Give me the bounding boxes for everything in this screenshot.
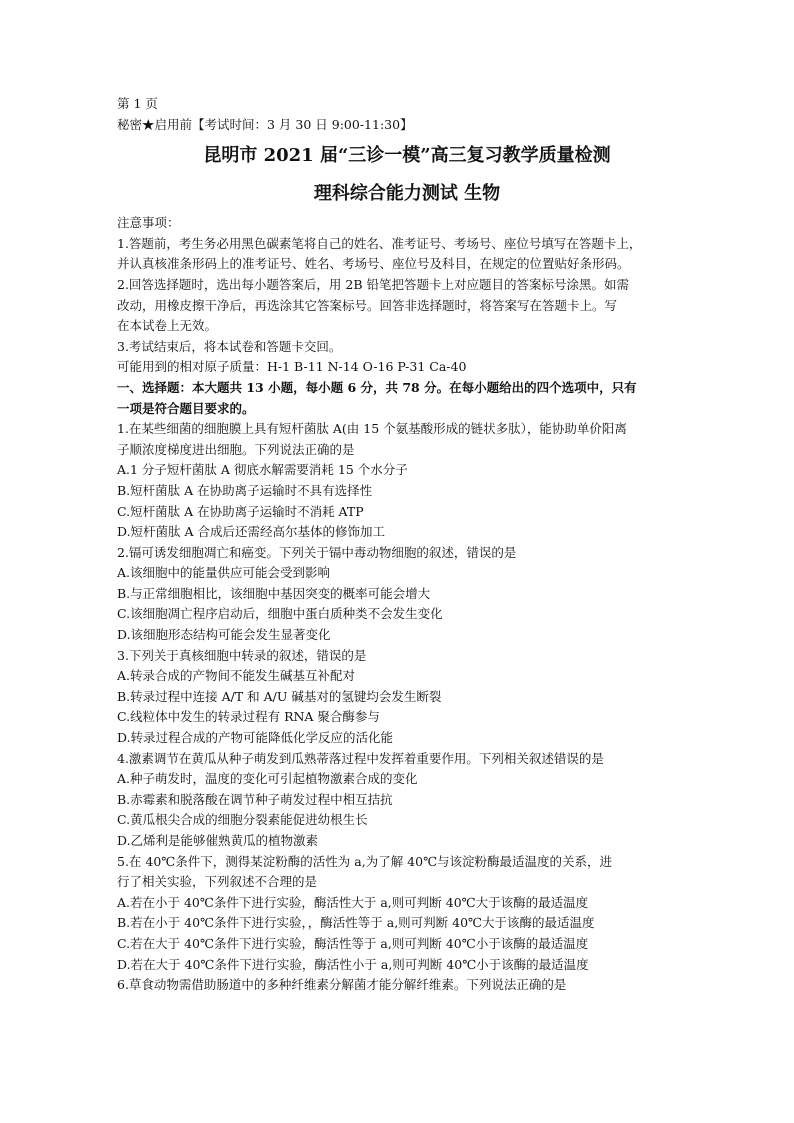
question-option: C.短杆菌肽 A 在协助离子运输时不消耗 ATP [117, 503, 364, 519]
section-heading: 一项是符合题目要求的。 [117, 400, 255, 416]
question-option: D.该细胞形态结构可能会发生显著变化 [117, 627, 331, 643]
question-option: B.赤霉素和脱落酸在调节种子萌发过程中相互拮抗 [117, 791, 393, 807]
exam-subtitle: 理科综合能力测试 生物 [313, 183, 501, 205]
question-line: 子顺浓度梯度进出细胞。下列说法正确的是 [117, 441, 355, 457]
question-option: D.短杆菌肽 A 合成后还需经高尔基体的修饰加工 [117, 524, 386, 540]
question-option: B.短杆菌肽 A 在协助离子运输时不具有选择性 [117, 482, 373, 498]
exam-title: 昆明市 2021 届“三诊一模”高三复习教学质量检测 [203, 145, 611, 167]
notes-line: 1.答题前，考生务必用黑色碳素笔将自己的姓名、准考证号、考场号、座位号填写在答题卡上， [117, 235, 642, 251]
question-line: 行了相关实验，下列叙述不合理的是 [117, 874, 318, 890]
section-heading: 一、选择题：本大题共 13 小题，每小题 6 分，共 78 分。在每小题给出的四个选项中，只有 [117, 379, 637, 395]
question-option: C.线粒体中发生的转录过程有 RNA 聚合酶参与 [117, 709, 380, 725]
question-list [117, 419, 697, 996]
question-option: A.该细胞中的能量供应可能会受到影响 [117, 565, 331, 581]
exam-page [117, 94, 697, 996]
question-line: 5.在 40℃条件下，测得某淀粉酶的活性为 a,为了解 40℃与该淀粉酶最适温度的关系，进 [117, 853, 613, 869]
notes-line: 并认真核准条形码上的准考证号、姓名、考场号、座位号及科目，在规定的位置贴好条形码。 [117, 256, 630, 272]
question-option: B.转录过程中连接 A/T 和 A/U 碱基对的氢键均会发生断裂 [117, 688, 442, 704]
atomic-mass-line: 可能用到的相对原子质量：H-1 B-11 N-14 O-16 P-31 Ca-40 [117, 359, 467, 375]
question-option: B.若在小于 40℃条件下进行实验，，酶活性等于 a,则可判断 40℃大于该酶的最适温度 [117, 915, 595, 931]
notes-line: 改动，用橡皮擦干净后，再选涂其它答案标号。回答非选择题时，将答案写在答题卡上。写 [117, 297, 618, 313]
question-option: D.乙烯利是能够催熟黄瓜的植物激素 [117, 833, 319, 848]
question-option: A.种子萌发时，温度的变化可引起植物激素合成的变化 [117, 771, 418, 787]
question-option: C.该细胞凋亡程序启动后，细胞中蛋白质种类不会发生变化 [117, 606, 443, 622]
question-option: C.若在大于 40℃条件下进行实验，酶活性等于 a,则可判断 40℃小于该酶的最适温度 [117, 935, 589, 951]
question-line: 2.镉可诱发细胞凋亡和癌变。下列关于镉中毒动物细胞的叙述，错误的是 [117, 544, 517, 560]
notes-line: 在本试卷上无效。 [117, 318, 218, 334]
question-line: 3.下列关于真核细胞中转录的叙述，错误的是 [117, 647, 367, 663]
question-option: C.黄瓜根尖合成的细胞分裂素能促进幼根生长 [117, 812, 368, 828]
notes-line: 3.考试结束后，将本试卷和答题卡交回。 [117, 338, 342, 354]
notes-line: 2.回答选择题时，选出每小题答案后，用 2B 铅笔把答题卡上对应题目的答案标号涂黑。如需 [117, 276, 630, 292]
secret-exam-time: 秘密★启用前【考试时间：3 月 30 日 9:00-11:30】 [117, 116, 413, 132]
question-line: 4.激素调节在黄瓜从种子萌发到瓜熟蒂落过程中发挥着重要作用。下列相关叙述错误的是 [117, 750, 604, 766]
notes-heading: 注意事项： [117, 215, 180, 231]
question-option: A.转录合成的产物间不能发生碱基互补配对 [117, 668, 356, 684]
question-line: 6.草食动物需借助肠道中的多种纤维素分解菌才能分解纤维素。下列说法正确的是 [117, 977, 567, 993]
question-option: D.转录过程合成的产物可能降低化学反应的活化能 [117, 730, 394, 746]
question-line: 1.在某些细菌的细胞膜上具有短杆菌肽 A(由 15 个氨基酸形成的链状多肽），能协助单价阳离 [117, 421, 627, 437]
question-option: B.与正常细胞相比，该细胞中基因突变的概率可能会增大 [117, 585, 431, 601]
question-option: D.若在大于 40℃条件下进行实验，酶活性小于 a,则可判断 40℃小于该酶的最适温度 [117, 956, 589, 972]
question-option: A.若在小于 40℃条件下进行实验，酶活性大于 a,则可判断 40℃大于该酶的最适温度 [117, 894, 589, 910]
question-option: A.1 分子短杆菌肽 A 彻底水解需要消耗 15 个水分子 [117, 462, 408, 478]
page-label: 第 1 页 [117, 96, 158, 111]
